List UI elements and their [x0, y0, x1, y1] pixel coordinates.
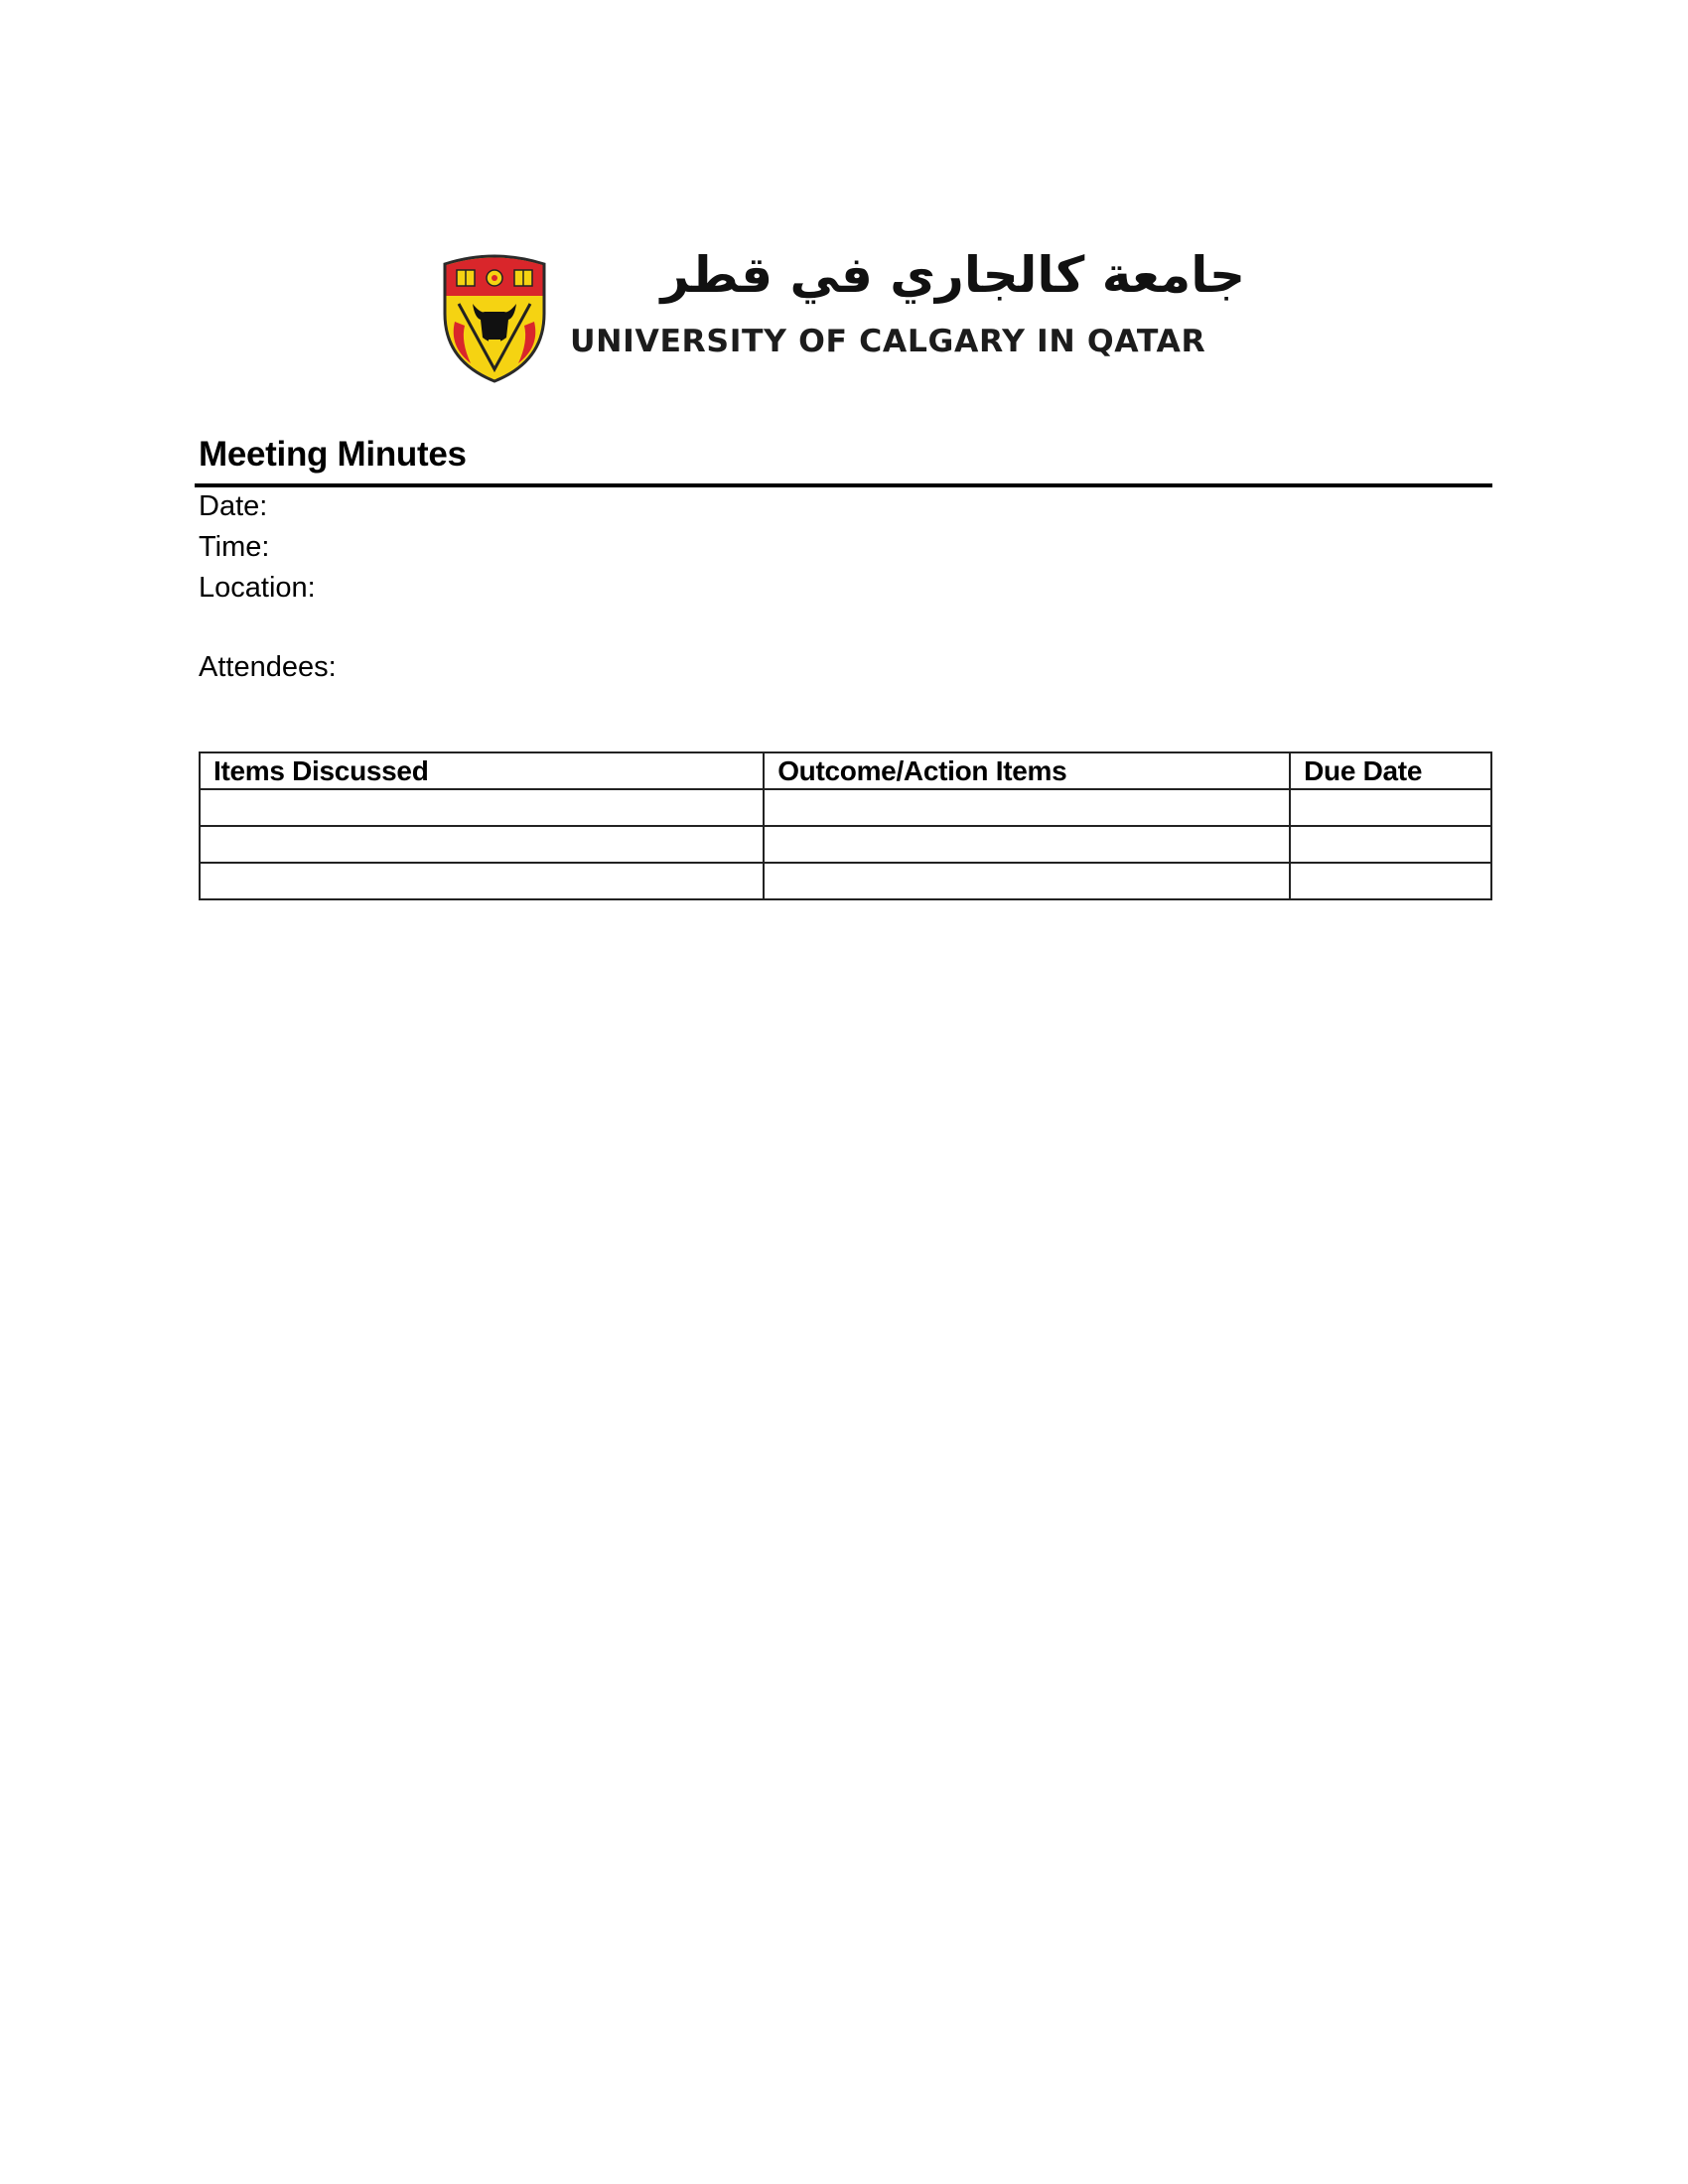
document-title: Meeting Minutes: [199, 435, 467, 474]
cell-due-date[interactable]: [1290, 863, 1491, 899]
cell-items-discussed[interactable]: [200, 863, 764, 899]
cell-outcome-action-items[interactable]: [764, 863, 1290, 899]
location-field-label: Location:: [199, 572, 316, 604]
cell-outcome-action-items[interactable]: [764, 826, 1290, 863]
header-due-date: Due Date: [1290, 752, 1491, 789]
university-name-arabic: جامعة كالجاري في قطر: [660, 246, 1245, 304]
university-name-english: UNIVERSITY OF CALGARY IN QATAR: [570, 324, 1206, 359]
table-row: [200, 863, 1491, 899]
university-logo: [441, 246, 1245, 383]
cell-items-discussed[interactable]: [200, 789, 764, 826]
attendees-field-label: Attendees:: [199, 651, 337, 683]
table-row: [200, 826, 1491, 863]
date-field-label: Date:: [199, 490, 268, 522]
cell-due-date[interactable]: [1290, 789, 1491, 826]
time-field-label: Time:: [199, 531, 270, 563]
cell-due-date[interactable]: [1290, 826, 1491, 863]
header-items-discussed: Items Discussed: [200, 752, 764, 789]
header-outcome-action-items: Outcome/Action Items: [764, 752, 1290, 789]
table-header-row: [200, 752, 1491, 789]
table-row: [200, 789, 1491, 826]
title-underline: [195, 483, 1492, 487]
cell-items-discussed[interactable]: [200, 826, 764, 863]
minutes-table: [199, 751, 1492, 900]
university-crest-icon: [441, 252, 548, 383]
cell-outcome-action-items[interactable]: [764, 789, 1290, 826]
